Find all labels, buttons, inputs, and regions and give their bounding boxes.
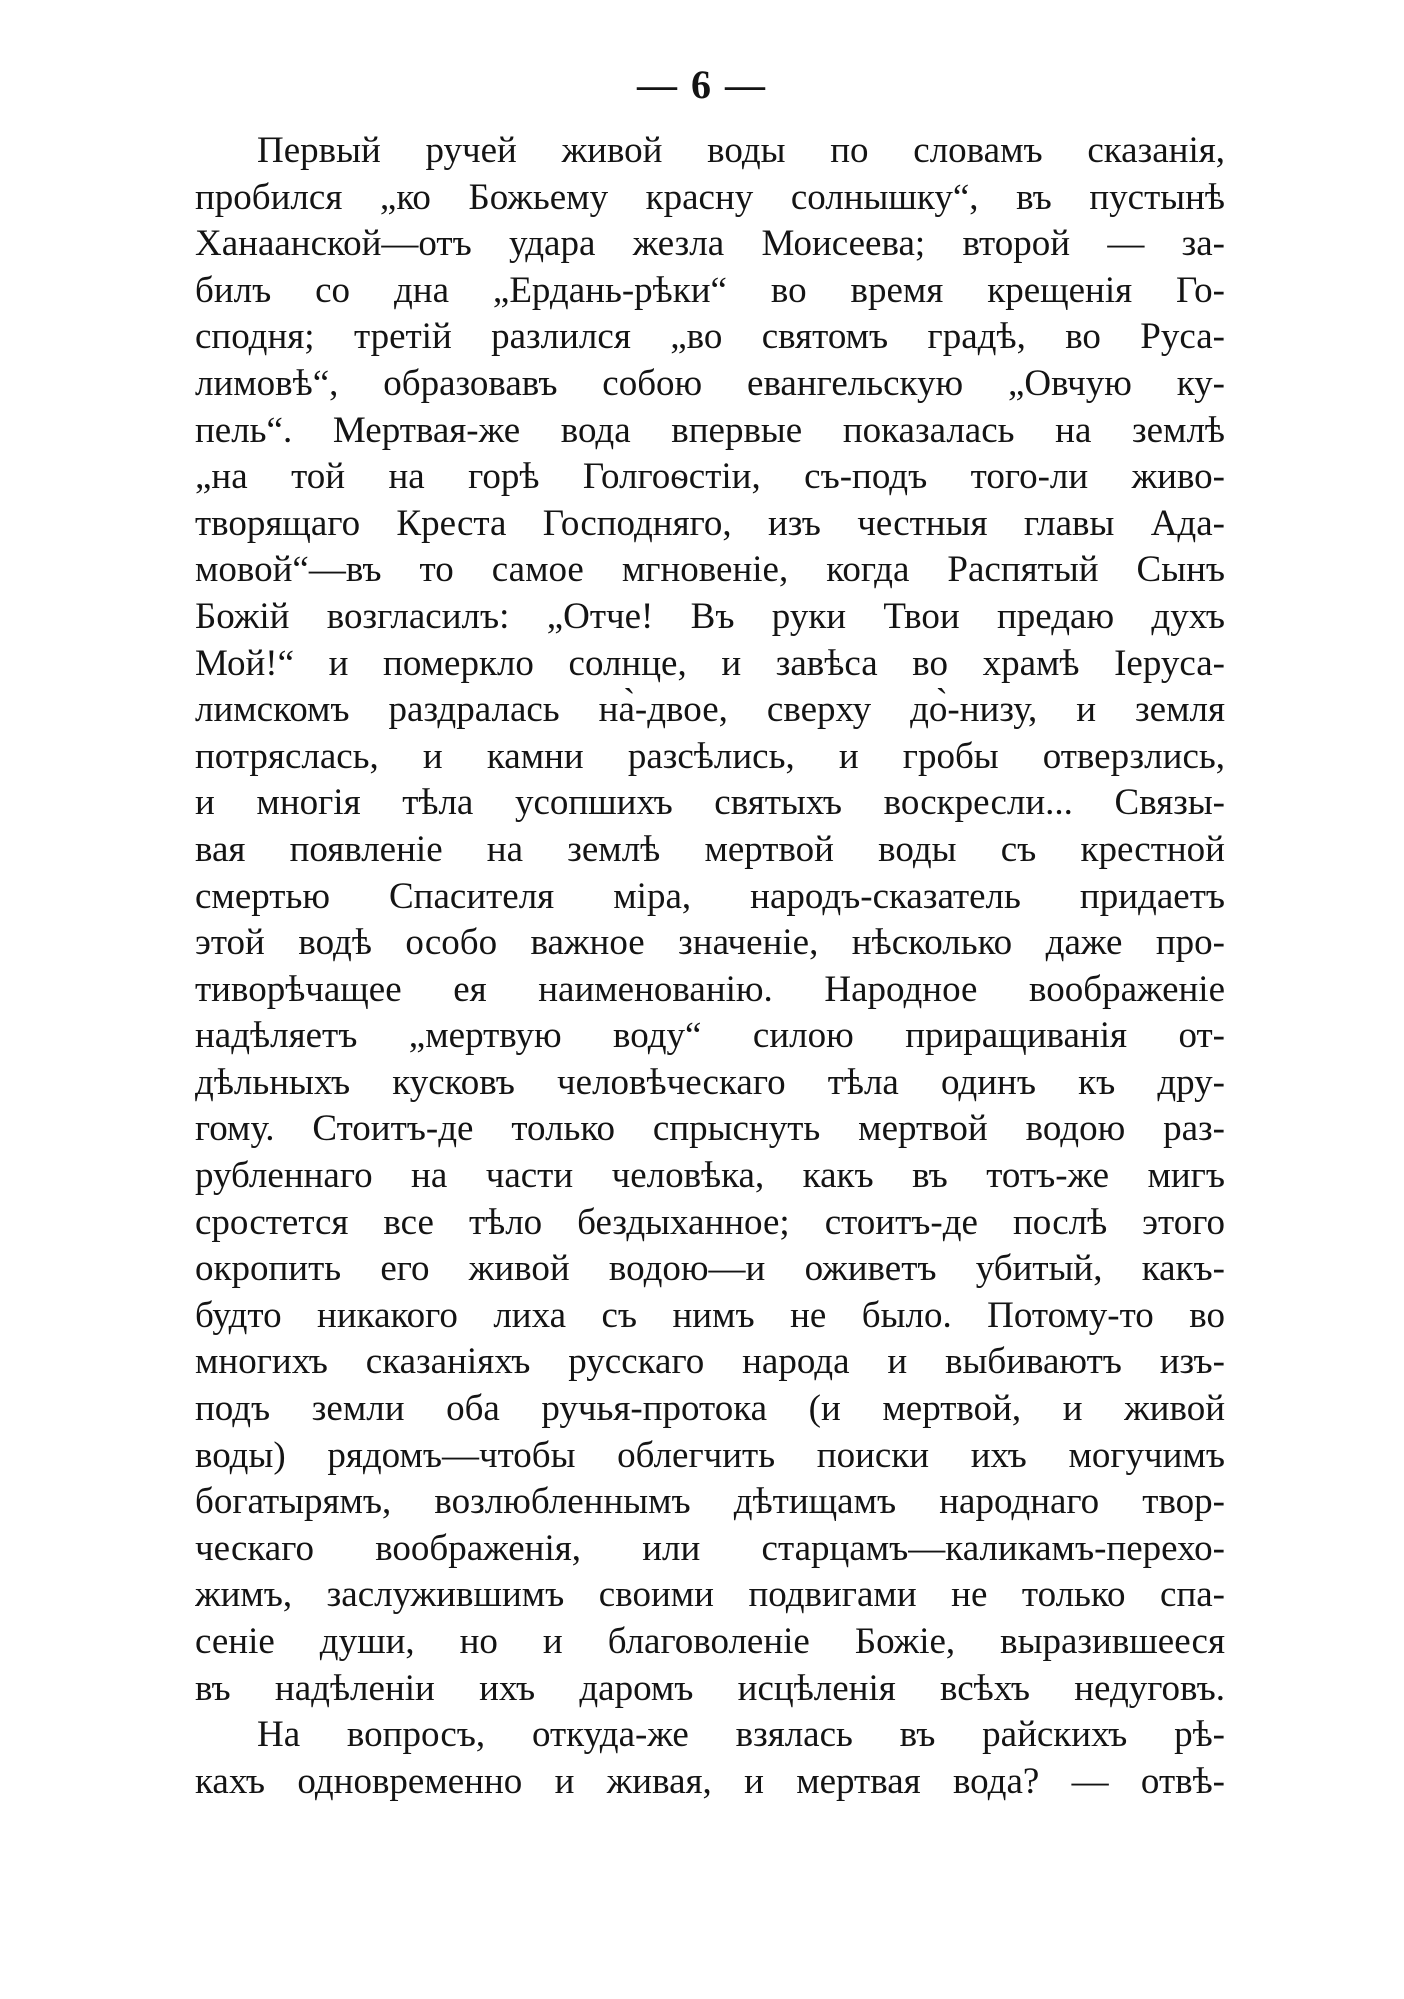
text-line: богатырямъ, возлюбленнымъ дѣтищамъ народнаго твор- [195,1481,1225,1523]
text-line: сподня; третій разлился „во святомъ градѣ, во Руса- [195,316,1225,358]
text-line: дѣльныхъ кусковъ человѣческаго тѣла одинъ къ дру- [195,1061,1225,1103]
text-line: подъ земли оба ручья-протока (и мертвой, и живой [195,1388,1225,1430]
text-line: лимовѣ“, образовавъ собою евангельскую „Овчую ку- [195,362,1225,404]
text-line: надѣляетъ „мертвую воду“ силою приращиванія от- [195,1015,1225,1057]
text-line: окропить его живой водою—и оживетъ убитый, какъ- [195,1248,1225,1290]
text-line: „на той на горѣ Голгоѳстіи, съ-подъ того-ли живо- [195,456,1225,498]
text-line: творящаго Креста Господняго, изъ честныя главы Ада- [195,502,1225,544]
body-text [195,128,1225,1805]
text-line: гому. Стоитъ-де только спрыснуть мертвой водою раз- [195,1108,1225,1150]
text-line: билъ со дна „Ердань-рѣки“ во время крещенія Го- [195,269,1225,311]
text-line: будто никакого лиха съ нимъ не было. Потому-то во [195,1294,1225,1336]
text-line: лимскомъ раздралась на̀-двое, сверху до̀-низу, и земля [195,689,1225,731]
text-line: сеніе души, но и благоволеніе Божіе, выразившееся [195,1621,1225,1662]
text-line: Первый ручей живой воды по словамъ сказанія, [257,130,1225,171]
text-line: и многія тѣла усопшихъ святыхъ воскресли... Связы- [195,782,1225,824]
text-line: этой водѣ особо важное значеніе, нѣсколько даже про- [195,922,1225,964]
text-line: въ надѣленіи ихъ даромъ исцѣленія всѣхъ недуговъ. [195,1667,1225,1709]
text-line: пель“. Мертвая-же вода впервые показалась на землѣ [195,409,1225,451]
text-line: тиворѣчащее ея наименованію. Народное воображеніе [195,968,1225,1010]
text-line: Мой!“ и померкло солнце, и завѣса во храмѣ Іеруса- [195,642,1225,684]
text-line: На вопросъ, откуда-же взялась въ райскихъ рѣ- [257,1714,1225,1756]
text-line: пробился „ко Божьему красну солнышку“, въ пустынѣ [195,176,1225,218]
text-line: сростется все тѣло бездыханное; стоитъ-де послѣ этого [195,1201,1225,1243]
paragraph-2 [195,1712,1225,1805]
text-line: смертью Спасителя міра, народъ-сказатель придаетъ [195,875,1225,917]
text-line: кахъ одновременно и живая, и мертвая вода? — отвѣ- [195,1760,1225,1802]
text-line: Ханаанской—отъ удара жезла Моисеева; второй — за- [195,223,1225,265]
text-line: ческаго воображенія, или старцамъ—каликамъ-перехо- [195,1527,1225,1569]
text-line: вая появленіе на землѣ мертвой воды съ крестной [195,828,1225,870]
text-line: воды) рядомъ—чтобы облегчить поиски ихъ могучимъ [195,1434,1225,1476]
text-line: мовой“—въ то самое мгновеніе, когда Распятый Сынъ [195,549,1225,591]
text-line: Божій возгласилъ: „Отче! Въ руки Твои предаю духъ [195,595,1225,637]
text-line: многихъ сказаніяхъ русскаго народа и выбиваютъ изъ- [195,1341,1225,1383]
page-number: — 6 — [637,62,767,107]
paragraph-1 [195,128,1225,1712]
text-line: жимъ, заслужившимъ своими подвигами не только спа- [195,1574,1225,1616]
text-line: потряслась, и камни разсѣлись, и гробы отверзлись, [195,735,1225,777]
text-line: рубленнаго на части человѣка, какъ въ тотъ-же мигъ [195,1155,1225,1197]
